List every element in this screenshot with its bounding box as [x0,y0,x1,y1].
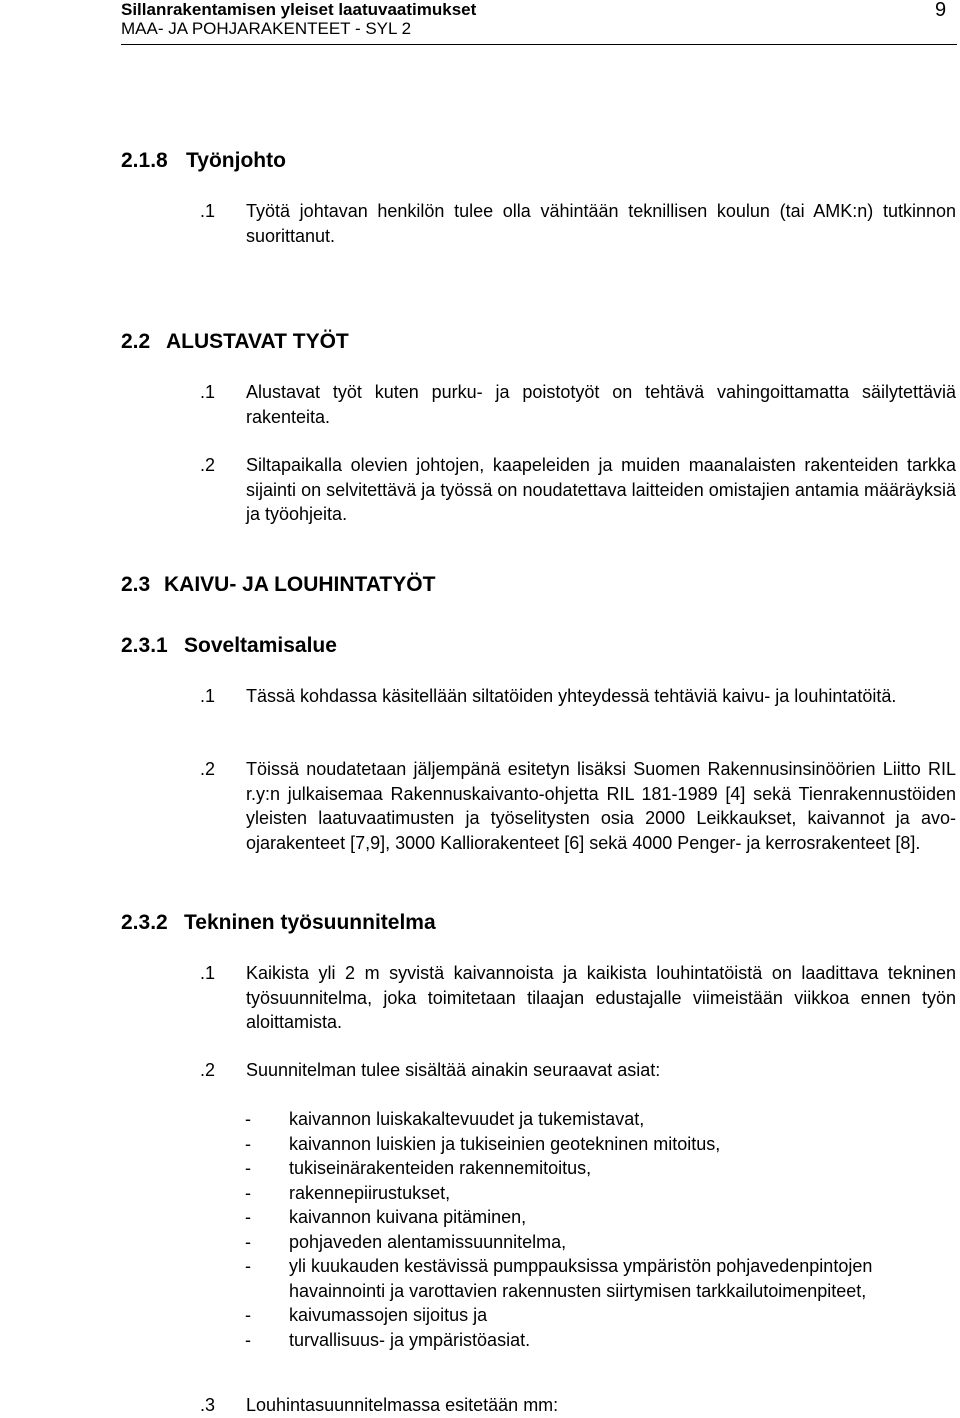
paragraph-text: Tässä kohdassa käsitellään siltatöiden yhteydessä tehtäviä kaivu- ja louhintatöitä. [246,686,897,706]
paragraph-number: .1 [200,382,216,402]
list-item [245,1254,956,1303]
paragraph-text: Kaikista yli 2 m syvistä kaivannoista ja kaikista louhintatöistä on laadittava tekninen työsuunnitelma, joka toimitetaan tilaajan edustajalle viimeistään viikkoa ennen työn aloittamista. [246,963,956,1032]
paragraph-text: Töissä noudatetaan jäljempänä esitetyn lisäksi Suomen Rakennusinsinöörien Liitto RIL r.y:n julkaisemaa Rakennuskaivanto-ohjetta RIL 181-1989 [4] sekä Tienrakennustöiden yleisten laatuvaatimusten ja työselitysten osia 2000 Leikkaukset, kaivannot ja avo-ojarakenteet [7,9], 3000 Kalliorakenteet [6] sekä 4000 Penger- ja kerrosrakenteet [8]. [246,759,956,853]
heading-number: 2.3.2 [121,911,168,934]
list-dash: - [245,1207,251,1227]
paragraph-text: Siltapaikalla olevien johtojen, kaapeleiden ja muiden maanalaisten rakenteiden tarkka sijainti on selvitettävä ja työssä on noudatettava laitteiden omistajien antamia määräyksiä ja työohjeita. [246,455,956,524]
list-item-text: kaivannon luiskien ja tukiseinien geotekninen mitoitus, [289,1133,721,1154]
list-item-text: pohjaveden alentamissuunnitelma, [289,1231,567,1252]
plan-contents-list [245,1107,956,1352]
paragraph-number: .2 [200,1060,216,1080]
list-dash: - [245,1231,251,1252]
list-item-text: rakennepiirustukset, [289,1182,451,1203]
list-item [245,1181,956,1206]
heading-title: Soveltamisalue [184,634,337,657]
heading-number: 2.1.8 [121,149,168,172]
header-rule [121,44,957,45]
page-number: 9 [935,0,947,21]
list-item [245,1328,956,1353]
paragraph-number: .3 [200,1395,216,1415]
header-subtitle: MAA- JA POHJARAKENTEET - SYL 2 [121,19,412,38]
list-item [245,1230,956,1255]
paragraph-text: Alustavat työt kuten purku- ja poistotyöt on tehtävä vahingoittamatta säilytettäviä rakenteita. [246,382,956,427]
list-dash: - [245,1329,251,1350]
heading-title: Työnjohto [186,149,286,172]
list-dash: - [245,1305,251,1325]
list-item [245,1156,956,1181]
heading-title: ALUSTAVAT TYÖT [166,330,349,353]
paragraph-number: .2 [200,455,216,475]
list-dash: - [245,1133,251,1154]
heading-number: 2.3 [121,573,151,596]
list-dash: - [245,1158,251,1178]
list-item-text: kaivannon luiskakaltevuudet ja tukemistavat, [289,1109,645,1129]
paragraph-text: Louhintasuunnitelmassa esitetään mm: [246,1395,559,1415]
list-item [245,1132,956,1157]
list-item-text: yli kuukauden kestävissä pumppauksissa ympäristön pohjavedenpintojen havainnointi ja varottavien rakennusten siirtymisen tarkkailutoimenpiteet, [289,1256,873,1301]
paragraph-number: .2 [200,759,216,779]
paragraph-number: .1 [200,686,216,706]
paragraph-number: .1 [200,201,216,221]
heading-title: Tekninen työsuunnitelma [184,911,436,934]
paragraph-number: .1 [200,963,216,983]
list-item-text: kaivannon kuivana pitäminen, [289,1207,527,1227]
list-dash: - [245,1182,251,1203]
list-item-text: turvallisuus- ja ympäristöasiat. [289,1329,531,1350]
list-item [245,1303,956,1328]
heading-number: 2.2 [121,330,151,353]
heading-number: 2.3.1 [121,634,168,657]
list-item [245,1107,956,1132]
heading-title: KAIVU- JA LOUHINTATYÖT [164,573,436,596]
list-dash: - [245,1109,251,1129]
list-item-text: tukiseinärakenteiden rakennemitoitus, [289,1158,592,1178]
header-title: Sillanrakentamisen yleiset laatuvaatimukset [121,0,477,19]
list-dash: - [245,1256,251,1276]
list-item-text: kaivumassojen sijoitus ja [289,1305,488,1325]
paragraph-text: Työtä johtavan henkilön tulee olla vähintään teknillisen koulun (tai AMK:n) tutkinnon suorittanut. [246,201,956,246]
list-item [245,1205,956,1230]
paragraph-text: Suunnitelman tulee sisältää ainakin seuraavat asiat: [246,1060,661,1080]
